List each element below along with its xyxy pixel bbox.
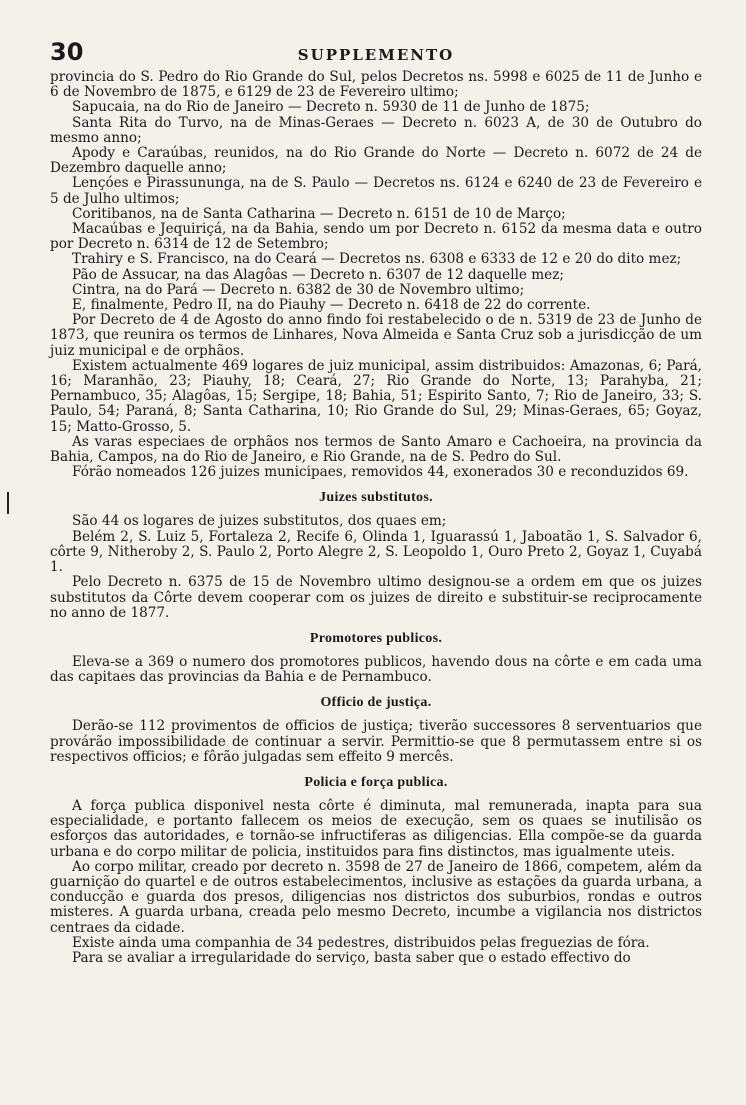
paragraph: Lençóes e Pirassununga, na de S. Paulo — Decretos ns. 6124 e 6240 de 23 de Fevereiro e 5 de Julho ultimos; xyxy=(50,175,702,207)
paragraph: São 44 os logares de juizes substitutos, dos quaes em; xyxy=(72,513,447,530)
paragraph: Existe ainda uma companhia de 34 pedestres, distribuidos pelas freguezias de fóra. xyxy=(72,934,650,951)
paragraph: Coritibanos, na de Santa Catharina — Decreto n. 6151 de 10 de Março; xyxy=(72,205,566,222)
paragraph: Trahiry e S. Francisco, na do Ceará — Decretos ns. 6308 e 6333 de 12 e 20 do dito mez; xyxy=(72,251,682,268)
paragraph: A força publica disponivel nesta côrte é diminuta, mal remunerada, inapta para sua especialidade, e portanto fallecem os meios de execução, sem os quaes se inutilisão os esforços das autoridades, e tornão-se infructiferas as diligencias. Ella compõe-se da guarda urbana e do corpo militar de policia, instituidos para fins distinctos, mas igualmente uteis. xyxy=(50,797,702,860)
intro-block xyxy=(50,70,702,480)
paragraph: Apody e Caraúbas, reunidos, na do Rio Grande do Norte — Decreto n. 6072 de 24 de Dezembro daquelle anno; xyxy=(50,145,702,177)
paragraph: Pelo Decreto n. 6375 de 15 de Novembro ultimo designou-se a ordem em que os juizes substitutos da Côrte devem cooperar com os juizes de direito e substituir-se reciprocamente no anno de 1877. xyxy=(50,574,702,621)
margin-mark xyxy=(7,492,9,514)
paragraph: Para se avaliar a irregularidade do serviço, basta saber que o estado effectivo do xyxy=(72,949,631,966)
section-title-policia-e-forca-publica: Policia e força publica. xyxy=(304,774,448,790)
paragraph: Belém 2, S. Luiz 5, Fortaleza 2, Recife 6, Olinda 1, Iguarassú 1, Jaboatão 1, S. Salvador 6, côrte 9, Nitheroby 2, S. Paulo 2, Porto Alegre 2, S. Leopoldo 1, Ouro Preto 2, Goyaz 1, Cuyabá 1. xyxy=(50,528,702,576)
section-title-promotores-publicos: Promotores publicos. xyxy=(309,630,443,646)
paragraph: Santa Rita do Turvo, na de Minas-Geraes — Decreto n. 6023 A, de 30 de Outubro do mesmo anno; xyxy=(50,114,702,146)
running-head: SUPPLEMENTO xyxy=(297,46,455,64)
paragraph: Eleva-se a 369 o numero dos promotores publicos, havendo dous na côrte e em cada uma das capitaes das provincias da Bahia e de Pernambuco. xyxy=(50,653,702,686)
page-number: 30 xyxy=(50,38,84,66)
paragraph: provincia do S. Pedro do Rio Grande do Sul, pelos Decretos ns. 5998 e 6025 de 11 de Junho e 6 de Novembro de 1875, e 6129 de 23 de Fevereiro ultimo; xyxy=(50,69,702,101)
paragraph: Sapucaia, na do Rio de Janeiro — Decreto n. 5930 de 11 de Junho de 1875; xyxy=(72,99,590,116)
paragraph: As varas especiaes de orphãos nos termos de Santo Amaro e Cachoeira, na provincia da Bahia, Campos, na do Rio de Janeiro, e Rio Grande, na de S. Pedro do Sul. xyxy=(50,433,702,466)
page-header xyxy=(50,38,702,68)
section-title-officio-de-justica: Officio de justiça. xyxy=(320,695,432,711)
section-title-juizes-substitutos: Juizes substitutos. xyxy=(319,490,433,506)
paragraph: Fórão nomeados 126 juizes municipaes, removidos 44, exonerados 30 e reconduzidos 69. xyxy=(72,464,689,481)
paragraph: Existem actualmente 469 logares de juiz municipal, assim distribuidos: Amazonas, 6; Pará, 16; Maranhão, 23; Piauhy, 18; Ceará, 27; Rio Grande do Norte, 13; Parahyba, 21; Pernambuco, 35; Alagôas, 15; Sergipe, 18; Bahia, 51; Espirito Santo, 7; Rio de Janeiro, 33; S. Paulo, 54; Paraná, 8; Santa Catharina, 10; Rio Grande do Sul, 29; Minas-Geraes, 65; Goyaz, 15; Matto-Grosso, 5. xyxy=(50,357,702,435)
paragraph: Pão de Assucar, na das Alagôas — Decreto n. 6307 de 12 daquelle mez; xyxy=(72,266,564,283)
paragraph: Derão-se 112 provimentos de officios de justiça; tiverão successores 8 serventuarios que provárão impossibilidade de continuar a servir. Permittio-se que 8 permutassem entre si os respectivos officios; e fôrão julgadas sem effeito 9 mercês. xyxy=(50,718,702,765)
paragraph: Cintra, na do Pará — Decreto n. 6382 de 30 de Novembro ultimo; xyxy=(72,281,525,298)
paragraph: Macaúbas e Jequiriçá, na da Bahia, sendo um por Decreto n. 6152 da mesma data e outro por Decreto n. 6314 de 12 de Setembro; xyxy=(50,221,702,253)
paragraph: Ao corpo militar, creado por decreto n. 3598 de 27 de Janeiro de 1866, competem, além da guarnição do quartel e de outros estabelecimentos, inclusive as estações da guarda urbana, a conducção e guarda dos presos, diligencias nos districtos dos suburbios, rondas e outros misteres. A guarda urbana, creada pelo mesmo Decreto, incumbe a vigilancia nos districtos centraes da cidade. xyxy=(50,858,702,936)
paragraph: E, finalmente, Pedro II, na do Piauhy — Decreto n. 6418 de 22 do corrente. xyxy=(72,297,591,314)
paragraph: Por Decreto de 4 de Agosto do anno findo foi restabelecido o de n. 5319 de 23 de Junho de 1873, que reunira os termos de Linhares, Nova Almeida e Santa Cruz sob a jurisdicção de um juiz municipal e de orphãos. xyxy=(50,312,702,359)
